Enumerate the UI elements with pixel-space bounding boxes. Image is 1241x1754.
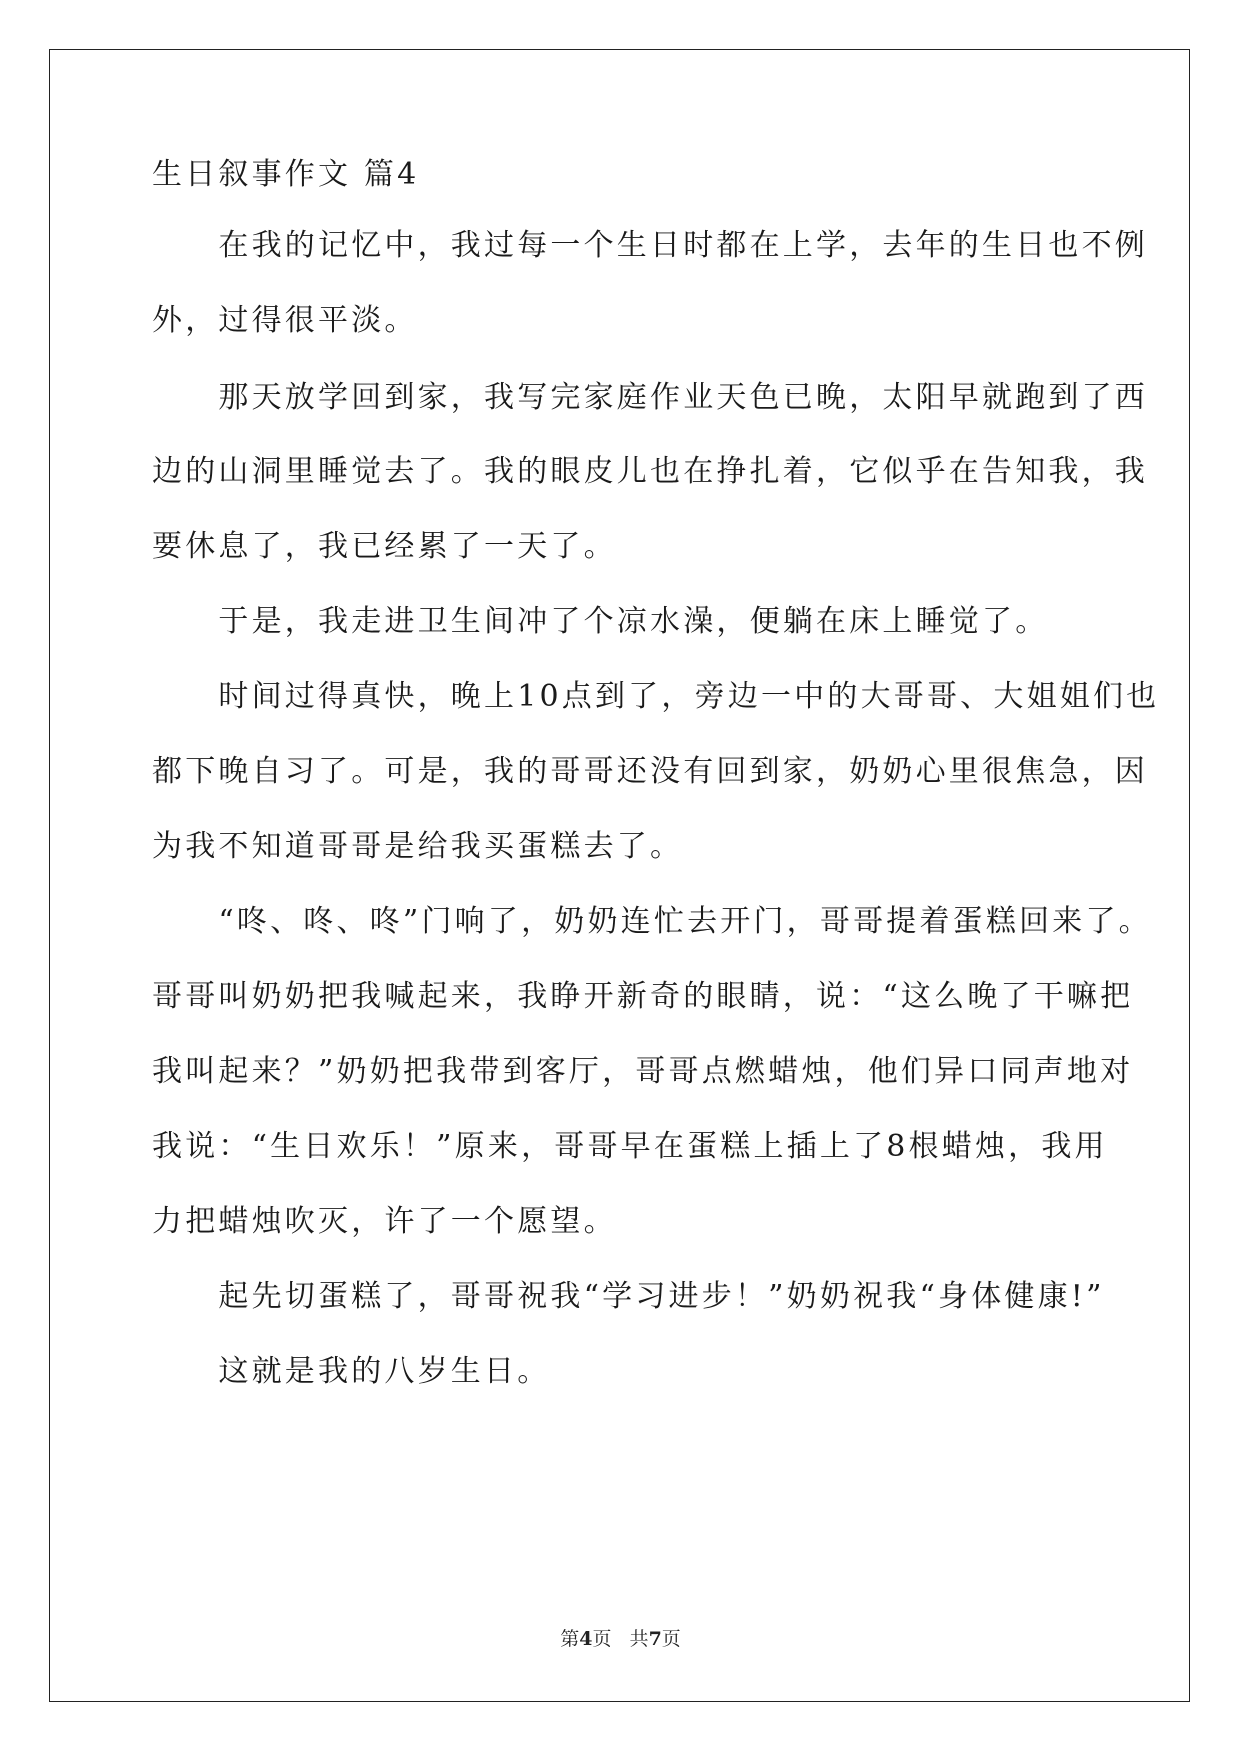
- text-line-15: 起先切蛋糕了，哥哥祝我“学习进步！”奶奶祝我“身体健康!”: [152, 1279, 1105, 1314]
- text-line-11: 哥哥叫奶奶把我喊起来，我睁开新奇的眼睛，说：“这么晚了干嘛把: [152, 979, 1134, 1014]
- text-line-2: 外，过得很平淡。: [152, 303, 418, 338]
- text-line-7: 时间过得真快，晚上10点到了，旁边一中的大哥哥、大姐姐们也: [152, 679, 1160, 714]
- text-line-3: 那天放学回到家，我写完家庭作业天色已晚，太阳早就跑到了西: [152, 380, 1148, 415]
- text-line-6: 于是，我走进卫生间冲了个凉水澡，便躺在床上睡觉了。: [152, 604, 1049, 639]
- page-footer: [0, 1627, 1241, 1651]
- text-line-8: 都下晚自习了。可是，我的哥哥还没有回到家，奶奶心里很焦急，因: [152, 754, 1148, 789]
- page-border: [49, 49, 1190, 1702]
- text-line-16: 这就是我的八岁生日。: [152, 1354, 551, 1389]
- footer-page-number: 4: [579, 1628, 593, 1650]
- footer-prefix: 第: [560, 1628, 580, 1650]
- footer-total-pages: 7: [648, 1628, 662, 1650]
- text-line-4: 边的山洞里睡觉去了。我的眼皮儿也在挣扎着，它似乎在告知我，我: [152, 454, 1148, 489]
- document-title: 生日叙事作文 篇4: [152, 157, 420, 192]
- text-line-1: 在我的记忆中，我过每一个生日时都在上学，去年的生日也不例: [152, 228, 1148, 263]
- text-line-9: 为我不知道哥哥是给我买蛋糕去了。: [152, 829, 684, 864]
- text-line-10: “咚、咚、咚”门响了，奶奶连忙去开门，哥哥提着蛋糕回来了。: [152, 904, 1152, 939]
- text-line-12: 我叫起来？”奶奶把我带到客厅，哥哥点燃蜡烛，他们异口同声地对: [152, 1054, 1134, 1089]
- footer-middle: 页 共: [592, 1628, 649, 1650]
- text-line-13: 我说：“生日欢乐！”原来，哥哥早在蛋糕上插上了8根蜡烛，我用: [152, 1129, 1108, 1164]
- text-line-14: 力把蜡烛吹灭，许了一个愿望。: [152, 1204, 617, 1239]
- text-line-5: 要休息了，我已经累了一天了。: [152, 529, 617, 564]
- footer-suffix: 页: [661, 1628, 681, 1650]
